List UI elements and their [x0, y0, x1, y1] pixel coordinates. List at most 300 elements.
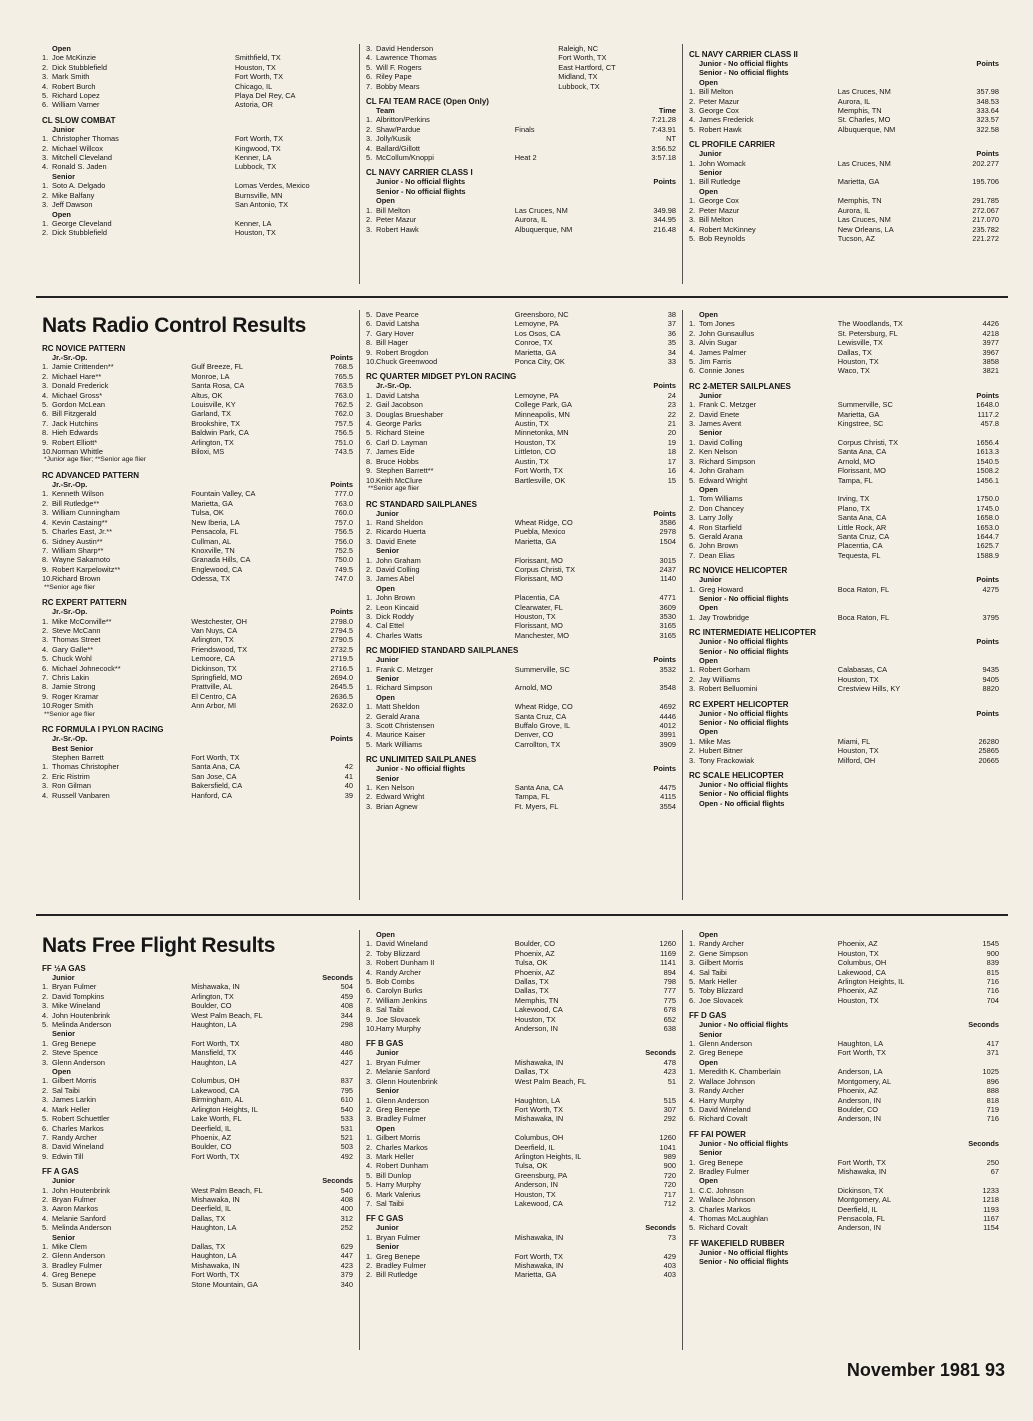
division-label	[42, 125, 353, 134]
footnote: *Junior age flier; **Senior age flier	[44, 456, 147, 464]
result-row	[689, 438, 999, 447]
division-label	[42, 210, 353, 219]
event-heading: RC 2-METER SAILPLANES	[689, 381, 791, 391]
entrant	[689, 1096, 838, 1105]
entrant-name: Ken Nelson	[699, 447, 738, 457]
score: 3795	[982, 612, 999, 622]
result-row	[42, 682, 353, 691]
entrant-name: Jeff Dawson	[52, 200, 93, 210]
hometown: Santa Rosa, CA	[191, 381, 245, 391]
entrant-name: Matt Sheldon	[376, 702, 420, 712]
result-row	[42, 82, 353, 91]
hometown: Louisville, KY	[191, 400, 236, 410]
entrant	[689, 613, 838, 622]
place: 8.	[366, 456, 373, 466]
result-row	[42, 409, 353, 418]
score: 40	[344, 781, 353, 791]
entrant-name: John Womack	[699, 158, 746, 168]
hometown: Tulsa, OK	[514, 1161, 548, 1171]
entrant	[689, 986, 838, 995]
hometown: Conroe, TX	[514, 338, 553, 348]
place: 4.	[42, 162, 49, 172]
result-row	[689, 996, 999, 1005]
place: 10.	[42, 447, 53, 457]
entrant-name: Connie Jones	[699, 366, 745, 376]
entrant-name: Peter Mazur	[699, 96, 740, 106]
entrant-name: Tony Frackowiak	[699, 755, 755, 765]
place: 4.	[689, 1213, 696, 1223]
hometown: Arlington, TX	[191, 635, 234, 645]
place: 2.	[42, 190, 49, 200]
place: 2.	[42, 498, 49, 508]
result-row	[689, 1086, 999, 1095]
hometown: Odessa, TX	[191, 574, 231, 584]
division-text: Junior	[52, 973, 75, 982]
entrant-name: Jay Williams	[699, 674, 741, 684]
place: 1.	[689, 665, 696, 675]
result-row	[366, 1152, 676, 1161]
division-header	[42, 607, 353, 616]
entrant	[366, 683, 515, 692]
result-row	[42, 1270, 353, 1279]
result-row	[42, 791, 353, 800]
division-header	[366, 106, 676, 115]
entrant-name: Bill Melton	[376, 205, 411, 215]
hometown: Las Cruces, NM	[514, 205, 568, 215]
result-row	[689, 939, 999, 948]
score: 323.57	[976, 115, 999, 125]
hometown: Phoenix, AZ	[837, 939, 878, 949]
entrant	[689, 1223, 838, 1232]
division-header	[689, 1020, 999, 1029]
score: 3532	[659, 664, 676, 674]
entrant-name: Greg Benepe	[52, 1270, 96, 1280]
result-row	[366, 476, 676, 485]
place: 5.	[689, 124, 696, 134]
entrant-name: Richard Covalt	[699, 1223, 748, 1233]
hometown: Playa Del Rey, CA	[234, 91, 296, 101]
division-label	[689, 68, 999, 77]
place: 3.	[366, 409, 373, 419]
place: 8.	[366, 338, 373, 348]
result-row	[366, 683, 676, 692]
entrant-name: Melanie Sanford	[376, 1067, 430, 1077]
entrant-name: Eric Ristrim	[52, 771, 90, 781]
hometown: Lubbock, TX	[558, 81, 600, 91]
entrant-name: Glenn Houtenbrink	[376, 1076, 438, 1086]
hometown: Arnold, MO	[514, 683, 553, 693]
hometown: Fort Worth, TX	[558, 53, 607, 63]
entrant-name: Dick Stubblefield	[52, 228, 108, 238]
division-text: Open	[699, 1176, 718, 1186]
hometown: Austin, TX	[514, 456, 549, 466]
hometown: Fort Worth, TX	[191, 753, 240, 762]
place: 2.	[42, 625, 49, 635]
entrant-name: Richard Steine	[376, 428, 425, 438]
entrant	[689, 1195, 838, 1204]
entrant-name: Joe Slovacek	[699, 995, 743, 1005]
place: 10.	[366, 475, 377, 485]
hometown: Aurora, IL	[837, 96, 871, 106]
entrant-name: James Frederick	[699, 115, 754, 125]
result-row	[366, 665, 676, 674]
hometown: Biloxi, MS	[191, 447, 225, 457]
entrant-name: Sal Taibi	[376, 1005, 404, 1015]
footnote: **Senior age flier	[368, 484, 420, 492]
entrant-name: Dave Pearce	[376, 310, 419, 319]
result-row	[366, 1015, 676, 1024]
entrant	[42, 438, 191, 447]
entrant	[366, 1180, 515, 1189]
place: 2.	[689, 1195, 696, 1205]
place: 1.	[689, 612, 696, 622]
entrant-name: John Gunsaullus	[699, 328, 755, 338]
score: 217.070	[972, 215, 999, 225]
entrant-name: Dick Roddy	[376, 611, 414, 621]
entrant-name: Frank C. Metzger	[376, 664, 434, 674]
entrant	[689, 968, 838, 977]
result-row	[366, 1143, 676, 1152]
division-text: Open	[376, 196, 395, 206]
entrant	[42, 654, 191, 663]
entrant-name: Christopher Thomas	[52, 134, 119, 144]
place: 1.	[366, 115, 373, 125]
result-row	[42, 1251, 353, 1260]
hometown: Haughton, LA	[191, 1057, 237, 1067]
entrant-name: Charles Markos	[52, 1123, 104, 1133]
entrant	[689, 504, 838, 513]
entrant	[689, 457, 838, 466]
place: 2.	[42, 228, 49, 238]
entrant-name: Tom Jones	[699, 319, 735, 329]
result-row	[366, 357, 676, 366]
score: 795	[340, 1085, 353, 1095]
hometown: Kenner, LA	[234, 218, 272, 228]
result-row	[42, 391, 353, 400]
entrant-name: Greg Benepe	[699, 1048, 743, 1058]
entrant-name: David Tompkins	[52, 991, 105, 1001]
entrant	[42, 400, 191, 409]
place: 4.	[689, 347, 696, 357]
hometown: Lewisville, TX	[837, 338, 883, 348]
hometown: Manchester, MO	[514, 630, 570, 640]
result-row	[366, 419, 676, 428]
place: 7.	[42, 545, 49, 555]
hometown: Anderson, LA	[837, 1067, 883, 1077]
entrant	[366, 1171, 515, 1180]
place: 2.	[689, 674, 696, 684]
place: 1.	[366, 1133, 373, 1143]
section-divider	[36, 296, 1008, 298]
entrant-name: Bill Fitzgerald	[52, 409, 97, 419]
score: 900	[986, 948, 999, 958]
entrant	[689, 329, 838, 338]
place: 3.	[689, 958, 696, 968]
place: 9.	[42, 1151, 49, 1161]
entrant	[366, 556, 515, 565]
entrant-name: Jolly/Kusik	[376, 134, 411, 144]
score: 704	[986, 995, 999, 1005]
entrant	[42, 200, 235, 209]
hometown: Anderson, IN	[514, 1180, 558, 1190]
entrant	[366, 115, 515, 124]
place: 8.	[42, 682, 49, 692]
hometown: Fort Worth, TX	[514, 466, 563, 476]
place: 1.	[42, 489, 49, 499]
entrant	[689, 476, 838, 485]
entrant-name: Stephen Barrett	[52, 753, 104, 762]
hometown: Buffalo Grove, IL	[514, 721, 571, 731]
place: 5.	[42, 1279, 49, 1289]
entrant-name: Bill Hager	[376, 338, 409, 348]
entrant-name: Susan Brown	[52, 1279, 96, 1289]
entrant	[689, 1114, 838, 1123]
score-unit: Points	[330, 480, 353, 490]
division-label	[689, 1030, 999, 1039]
result-row	[366, 612, 676, 621]
entrant	[366, 1005, 515, 1014]
hometown: Dallas, TX	[514, 1067, 549, 1077]
result-row	[42, 518, 353, 527]
place: 2.	[366, 1270, 373, 1280]
event-heading: FF FAI POWER	[689, 1129, 746, 1139]
entrant	[689, 737, 838, 746]
entrant-name: Keith McClure	[376, 475, 423, 485]
result-row	[42, 419, 353, 428]
place: 5.	[689, 357, 696, 367]
place: 3.	[366, 721, 373, 731]
score: 2732.5	[330, 644, 353, 654]
column	[36, 930, 359, 1350]
hometown: Santa Ana, CA	[837, 447, 887, 457]
entrant	[42, 1195, 191, 1204]
score: 4275	[982, 584, 999, 594]
score-unit: Points	[976, 59, 999, 68]
score: NT	[666, 134, 676, 144]
entrant-name: David Latsha	[376, 319, 420, 329]
score: 307	[663, 1104, 676, 1114]
score: 763.0	[334, 498, 353, 508]
result-row	[689, 504, 999, 513]
result-row	[366, 206, 676, 215]
score: 1169	[660, 948, 676, 958]
division-text: Open	[699, 656, 718, 665]
score: 749.5	[334, 564, 353, 574]
place: 4.	[42, 1270, 49, 1280]
division-text: Senior	[699, 1029, 722, 1039]
result-row	[689, 447, 999, 456]
entrant	[689, 665, 838, 674]
entrant	[42, 1105, 191, 1114]
result-row	[42, 1020, 353, 1029]
result-row	[42, 1058, 353, 1067]
score-unit: Points	[653, 655, 676, 665]
score: 7:21.28	[651, 115, 676, 125]
place: 3.	[366, 134, 373, 144]
entrant-name: Will F. Rogers	[376, 62, 422, 72]
score: 73	[667, 1232, 676, 1242]
score-unit: Seconds	[322, 973, 353, 982]
entrant-name: Bill Melton	[699, 215, 734, 225]
score: 2632.0	[330, 701, 353, 711]
division-label	[689, 1148, 999, 1157]
result-row	[689, 551, 999, 560]
place: 4.	[689, 1095, 696, 1105]
division-text: Open	[699, 930, 718, 939]
result-row	[366, 977, 676, 986]
place: 2.	[366, 1104, 373, 1114]
place: 3.	[42, 635, 49, 645]
band-free-flight	[36, 930, 1006, 1350]
result-row	[366, 1199, 676, 1208]
place: 2.	[42, 991, 49, 1001]
entrant-name: Randy Archer	[699, 939, 744, 949]
division-text: Senior	[376, 674, 399, 683]
place: 1.	[689, 437, 696, 447]
event-heading: CL NAVY CARRIER CLASS I	[366, 168, 473, 178]
place: 3.	[42, 72, 49, 82]
entrant-name: Robert Belluomini	[699, 684, 758, 694]
result-row	[689, 457, 999, 466]
entrant-name: Sal Taibi	[52, 1085, 80, 1095]
score: 3530	[659, 611, 676, 621]
division-text: Senior	[52, 1232, 75, 1242]
entrant-name: Wallace Johnson	[699, 1195, 756, 1205]
hometown: Marietta, GA	[514, 347, 557, 357]
place: 4.	[42, 1010, 49, 1020]
score: 33	[667, 357, 676, 367]
entrant-name: Alvin Sugar	[699, 338, 737, 348]
result-row	[366, 348, 676, 357]
entrant-name: Greg Benepe	[376, 1104, 420, 1114]
score: 756.0	[334, 536, 353, 546]
place: 5.	[689, 1104, 696, 1114]
result-row	[42, 1133, 353, 1142]
division-label	[366, 693, 676, 702]
result-row	[42, 1242, 353, 1251]
score: 503	[340, 1142, 353, 1152]
place: 10.	[42, 701, 53, 711]
entrant-name: Bill Dunlop	[376, 1170, 412, 1180]
entrant-name: Melinda Anderson	[52, 1020, 112, 1030]
entrant	[42, 692, 191, 701]
entrant-name: Edwin Till	[52, 1151, 84, 1161]
hometown: Albuquerque, NM	[514, 224, 573, 234]
entrant-name: Gilbert Morris	[376, 1133, 421, 1143]
hometown: St. Charles, MO	[837, 115, 891, 125]
place: 2.	[366, 215, 373, 225]
entrant-name: David Henderson	[376, 44, 434, 53]
place: 1.	[689, 319, 696, 329]
hometown: East Hartford, CT	[558, 62, 616, 72]
score-unit: Points	[330, 734, 353, 744]
hometown: Corpus Christi, TX	[514, 564, 576, 574]
result-row	[42, 508, 353, 517]
hometown: Boulder, CO	[191, 1001, 232, 1011]
hometown: Westchester, OH	[191, 616, 247, 626]
entrant	[366, 1058, 515, 1067]
entrant-name: Kevin Castaing**	[52, 517, 108, 527]
division-text: Senior	[376, 1086, 399, 1096]
entrant-name: Sal Taibi	[699, 967, 727, 977]
place: 2.	[366, 948, 373, 958]
entrant	[689, 87, 838, 96]
score: 3165	[659, 621, 676, 631]
entrant	[689, 532, 838, 541]
hometown: Houston, TX	[514, 1014, 556, 1024]
division-label	[366, 546, 676, 555]
result-row	[689, 958, 999, 967]
entrant	[366, 593, 515, 602]
result-row	[42, 753, 353, 762]
entrant	[42, 1223, 191, 1232]
score: 4426	[982, 319, 999, 329]
entrant	[42, 1114, 191, 1123]
result-row	[42, 100, 353, 109]
result-row	[366, 1067, 676, 1076]
hometown: Florissant, MO	[514, 621, 563, 631]
result-row	[366, 968, 676, 977]
entrant-name: Gene Simpson	[699, 948, 748, 958]
hometown: Las Cruces, NM	[837, 158, 891, 168]
result-row	[689, 675, 999, 684]
score-unit: Points	[653, 764, 676, 774]
division-label	[366, 584, 676, 593]
hometown: Greensburg, PA	[514, 1170, 568, 1180]
hometown: Littleton, CO	[514, 447, 556, 457]
event-heading: FF A GAS	[42, 1167, 79, 1177]
result-row	[366, 593, 676, 602]
score: 719	[986, 1104, 999, 1114]
place: 1.	[366, 939, 373, 949]
entrant	[366, 82, 558, 91]
result-row	[366, 621, 676, 630]
place: 1.	[366, 1232, 373, 1242]
result-row	[366, 215, 676, 224]
hometown: Florissant, MO	[837, 466, 886, 476]
hometown: Kingwood, TX	[234, 143, 281, 153]
hometown: Wheat Ridge, CO	[514, 517, 573, 527]
entrant-name: Charles Watts	[376, 630, 423, 640]
result-row	[42, 546, 353, 555]
hometown: Boca Raton, FL	[837, 612, 890, 622]
result-row	[689, 329, 999, 338]
result-row	[366, 1190, 676, 1199]
entrant-name: David Enete	[699, 409, 740, 419]
place: 3.	[689, 456, 696, 466]
score: 292	[663, 1114, 676, 1124]
place: 1.	[689, 1157, 696, 1167]
hometown: Puebla, Mexico	[514, 527, 566, 537]
score: 291.785	[972, 196, 999, 206]
place: 8.	[366, 1005, 373, 1015]
hometown: Fort Worth, TX	[191, 1270, 240, 1280]
entrant	[366, 1190, 515, 1199]
hometown: Placentia, CA	[837, 541, 883, 551]
place: 6.	[42, 100, 49, 110]
hometown: Fort Worth, TX	[234, 72, 283, 82]
result-row	[42, 1261, 353, 1270]
hometown: Ann Arbor, MI	[191, 701, 237, 711]
score-unit: Points	[976, 149, 999, 159]
entrant	[366, 1024, 515, 1033]
place: 1.	[689, 584, 696, 594]
entrant-name: Michael Hare**	[52, 371, 102, 381]
place: 5.	[689, 977, 696, 987]
score: 4218	[982, 328, 999, 338]
hometown: Mishawaka, IN	[514, 1261, 564, 1270]
entrant-name: William Jenkins	[376, 995, 427, 1005]
